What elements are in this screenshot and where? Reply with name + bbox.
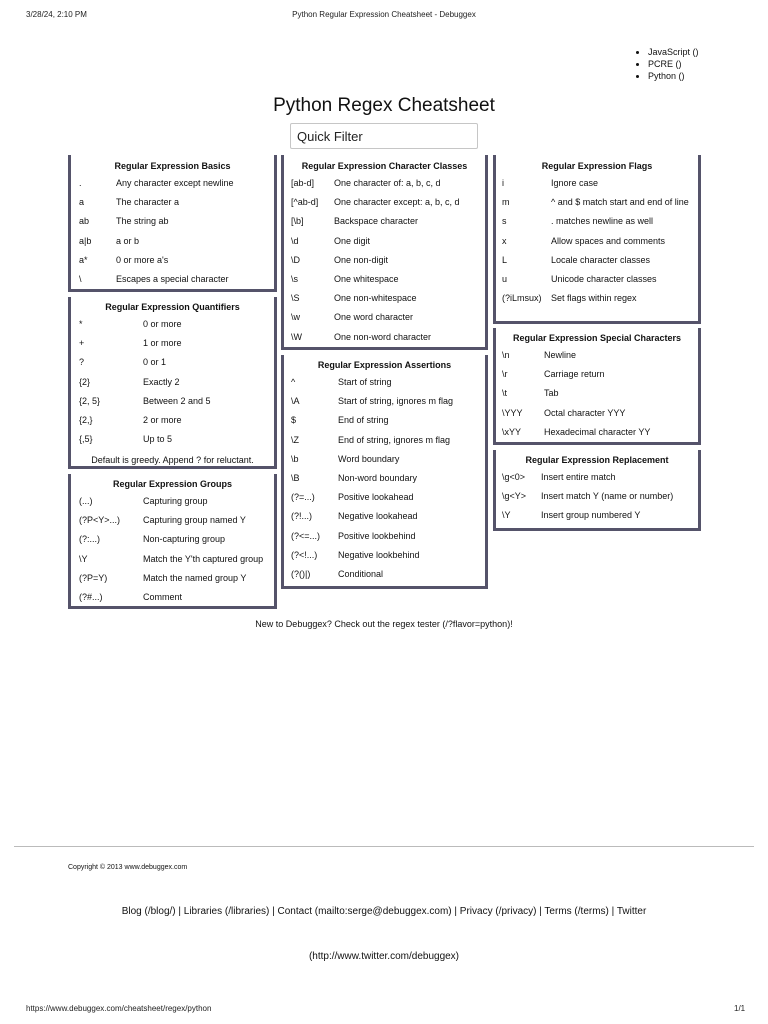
cheat-description: Capturing group named Y <box>143 515 246 526</box>
page-title: Python Regex Cheatsheet <box>273 95 495 116</box>
cheat-description: One non-word character <box>334 331 432 342</box>
copyright: Copyright © 2013 www.debuggex.com <box>68 864 188 871</box>
cheat-token: [\b] <box>291 216 304 227</box>
cheat-description: One digit <box>334 235 371 246</box>
cheat-row <box>496 491 698 510</box>
cheat-token: a|b <box>79 235 92 246</box>
cheat-row <box>284 178 485 197</box>
cheat-row <box>496 510 698 529</box>
cheat-description: Positive lookahead <box>338 492 414 503</box>
cheat-description: Negative lookbehind <box>338 549 420 560</box>
cheat-description: ^ and $ match start and end of line <box>551 197 689 208</box>
cheat-row <box>496 274 698 293</box>
cheat-row <box>284 531 485 550</box>
cheat-token: \Y <box>79 553 88 564</box>
cheat-row <box>284 473 485 492</box>
cheat-row <box>71 255 274 274</box>
cheat-row <box>284 492 485 511</box>
cheat-row <box>284 293 485 312</box>
cheat-row <box>284 569 485 588</box>
cheat-row <box>71 434 274 453</box>
cheat-description: One character of: a, b, c, d <box>334 178 441 188</box>
cheat-token: \g<0> <box>502 472 526 482</box>
cheat-row <box>284 550 485 569</box>
cheat-description: Capturing group <box>143 496 208 506</box>
cheat-description: One non-whitespace <box>334 293 417 304</box>
cheat-description: Any character except newline <box>116 178 234 188</box>
section-title: Regular Expression Quantifiers <box>105 302 240 312</box>
print-datetime: 3/28/24, 2:10 PM <box>26 10 87 19</box>
cheat-row <box>496 427 698 446</box>
cheat-description: Carriage return <box>544 369 605 380</box>
regex-tester-link[interactable]: New to Debuggex? Check out the regex tester (/?flavor=python)! <box>255 619 513 629</box>
cheat-row <box>71 197 274 216</box>
cheat-row <box>71 338 274 357</box>
flavor-link-javascript[interactable]: • JavaScript () <box>648 46 699 58</box>
cheat-row <box>496 293 698 312</box>
cheat-description: Negative lookahead <box>338 511 418 522</box>
cheat-row <box>71 178 274 197</box>
cheat-token: \t <box>502 388 508 399</box>
cheat-token: (?()|) <box>291 568 311 579</box>
cheat-row <box>71 377 274 396</box>
cheat-token: \w <box>291 312 300 323</box>
cheat-token: m <box>502 197 510 208</box>
cheat-token: \D <box>291 254 300 265</box>
section-character-classes <box>281 155 488 350</box>
cheat-description: Comment <box>143 591 183 602</box>
print-page-number: 1/1 <box>734 1004 746 1013</box>
cheat-token: {,5} <box>79 434 93 445</box>
cheat-description: End of string, ignores m flag <box>338 434 451 445</box>
cheat-description: Tab <box>544 388 559 399</box>
cheat-row <box>284 332 485 351</box>
cheat-description: 0 or more a's <box>116 254 169 265</box>
section-title: Regular Expression Assertions <box>317 360 452 370</box>
cheat-row <box>71 319 274 338</box>
footer-divider <box>14 846 754 847</box>
cheat-token: (?P=Y) <box>79 572 108 583</box>
cheat-description: Between 2 and 5 <box>143 395 211 406</box>
section-title: Regular Expression Replacement <box>525 455 669 465</box>
cheat-row <box>71 573 274 592</box>
cheat-row <box>496 408 698 427</box>
cheat-row <box>71 236 274 255</box>
cheat-description: One non-digit <box>334 254 389 265</box>
cheat-description: Ignore case <box>551 178 599 188</box>
cheat-row <box>496 472 698 491</box>
cheat-token: (?P<Y>...) <box>79 515 121 526</box>
cheat-token: \Z <box>291 434 299 445</box>
section-title: Regular Expression Groups <box>112 479 233 489</box>
cheat-description: One character except: a, b, c, d <box>334 197 460 208</box>
cheat-row <box>284 454 485 473</box>
cheat-row <box>71 274 274 293</box>
cheat-token: ? <box>79 357 85 368</box>
cheat-token: \B <box>291 472 300 483</box>
cheat-description: 0 or more <box>143 319 182 329</box>
cheat-description: Match the Y'th captured group <box>143 553 264 564</box>
cheat-description: Non-word boundary <box>338 472 418 483</box>
section-note: Default is greedy. Append ? for reluctant. <box>91 455 254 466</box>
cheat-row <box>284 312 485 331</box>
cheat-row <box>71 415 274 434</box>
cheat-row <box>71 396 274 415</box>
cheat-token: $ <box>291 415 297 426</box>
cheat-row <box>284 435 485 454</box>
cheat-description: Start of string, ignores m flag <box>338 396 454 407</box>
cheat-token: (?#...) <box>79 591 103 602</box>
section-basics <box>68 155 277 292</box>
cheat-description: Word boundary <box>338 453 400 464</box>
cheat-description: End of string <box>338 415 389 426</box>
section-special-characters <box>493 328 701 445</box>
footer-twitter-link[interactable]: (http://www.twitter.com/debuggex) <box>308 951 460 962</box>
cheat-token: a* <box>79 254 88 265</box>
cheat-description: One word character <box>334 312 414 323</box>
cheat-row <box>284 396 485 415</box>
cheat-token: u <box>502 273 508 284</box>
cheat-description: Allow spaces and comments <box>551 235 666 246</box>
section-title: Regular Expression Character Classes <box>301 161 468 171</box>
section-flags <box>493 155 701 324</box>
cheat-row <box>284 255 485 274</box>
cheat-description: The character a <box>116 197 180 208</box>
cheat-token: a <box>79 197 85 208</box>
cheat-row <box>71 357 274 376</box>
cheat-row <box>496 350 698 369</box>
cheat-row <box>496 197 698 216</box>
section-title: Regular Expression Special Characters <box>512 333 682 343</box>
cheat-description: a or b <box>116 235 140 246</box>
cheat-token: (?<=...) <box>291 530 321 541</box>
cheat-token: \S <box>291 293 300 304</box>
cheat-token: x <box>502 235 507 246</box>
footer-links[interactable]: Blog (/blog/) | Libraries (/libraries) | Contact (mailto:serge@debuggex.com) | Privacy (/privacy) | Terms (/terms) | Twitter <box>121 906 647 917</box>
cheat-description: Positive lookbehind <box>338 530 416 541</box>
cheat-row <box>284 197 485 216</box>
cheat-description: Octal character YYY <box>544 407 626 418</box>
cheat-token: (?iLmsux) <box>502 293 542 304</box>
cheat-token: . <box>79 178 82 188</box>
cheat-description: Insert match Y (name or number) <box>541 491 674 502</box>
cheat-token: (...) <box>79 496 93 506</box>
cheat-description: 1 or more <box>143 338 182 349</box>
section-title: Regular Expression Flags <box>541 161 653 171</box>
cheat-token: i <box>502 178 504 188</box>
cheat-row <box>284 274 485 293</box>
cheat-row <box>71 216 274 235</box>
flavor-list <box>636 46 699 82</box>
cheat-description: Escapes a special character <box>116 273 229 284</box>
cheat-description: Start of string <box>338 377 392 387</box>
cheat-description: Conditional <box>338 568 384 579</box>
cheat-token: (?!...) <box>291 511 313 522</box>
cheat-row <box>284 415 485 434</box>
cheat-token: \g<Y> <box>502 491 527 502</box>
cheat-row <box>71 496 274 515</box>
cheat-token: \b <box>291 453 299 464</box>
cheat-row <box>71 515 274 534</box>
cheat-token: s <box>502 216 507 227</box>
section-quantifiers <box>68 297 277 469</box>
cheat-token: ab <box>79 216 90 227</box>
cheat-row <box>71 592 274 611</box>
cheat-description: 0 or 1 <box>143 357 167 368</box>
cheat-description: Exactly 2 <box>143 376 180 387</box>
cheat-token: (?:...) <box>79 534 101 545</box>
cheat-description: The string ab <box>116 216 169 227</box>
cheat-token: {2,} <box>79 414 93 425</box>
cheat-description: One whitespace <box>334 273 399 284</box>
cheat-row <box>284 236 485 255</box>
flavor-link-python[interactable]: • Python () <box>648 70 699 82</box>
cheat-row <box>496 369 698 388</box>
cheat-token: [^ab-d] <box>291 197 319 208</box>
cheat-token: \W <box>291 331 302 342</box>
cheat-row <box>71 554 274 573</box>
section-title: Regular Expression Basics <box>114 161 231 171</box>
cheat-row <box>496 236 698 255</box>
cheat-description: Match the named group Y <box>143 572 247 583</box>
section-replacement <box>493 450 701 531</box>
cheat-token: \A <box>291 396 300 407</box>
cheat-token: * <box>79 319 83 329</box>
cheat-row <box>284 377 485 396</box>
cheat-token: \r <box>502 369 508 380</box>
cheat-row <box>71 534 274 553</box>
cheat-description: Locale character classes <box>551 254 651 265</box>
quick-filter-input[interactable] <box>290 123 478 149</box>
cheat-token: ^ <box>291 377 296 387</box>
cheat-token: \n <box>502 350 510 360</box>
cheat-token: [ab-d] <box>291 178 315 188</box>
cheat-row <box>496 216 698 235</box>
flavor-link-pcre[interactable]: • PCRE () <box>648 58 699 70</box>
cheat-row <box>284 216 485 235</box>
cheat-token: + <box>79 338 85 349</box>
cheat-row <box>496 178 698 197</box>
cheat-description: Unicode character classes <box>551 273 657 284</box>
cheat-token: \YYY <box>502 407 523 418</box>
cheat-description: . matches newline as well <box>551 216 654 227</box>
cheat-description: Non-capturing group <box>143 534 226 545</box>
cheat-token: \s <box>291 273 299 284</box>
cheat-token: \ <box>79 273 82 284</box>
section-groups <box>68 474 277 609</box>
cheat-token: (?<!...) <box>291 549 318 560</box>
cheat-description: Set flags within regex <box>551 293 637 304</box>
cheat-token: {2} <box>79 376 91 387</box>
cheat-token: \xYY <box>502 426 522 437</box>
cheat-row <box>496 255 698 274</box>
print-url: https://www.debuggex.com/cheatsheet/regex/python <box>26 1004 212 1013</box>
cheat-description: Up to 5 <box>143 434 173 445</box>
cheat-row <box>284 511 485 530</box>
cheat-row <box>496 388 698 407</box>
cheat-description: Hexadecimal character YY <box>544 426 651 437</box>
print-doc-title: Python Regular Expression Cheatsheet - Debuggex <box>292 10 476 19</box>
cheat-token: \d <box>291 235 299 246</box>
section-assertions <box>281 355 488 589</box>
cheat-description: Backspace character <box>334 216 419 227</box>
cheat-description: Insert entire match <box>541 472 616 482</box>
cheat-token: L <box>502 254 508 265</box>
cheat-token: (?=...) <box>291 492 315 503</box>
cheat-token: \Y <box>502 510 511 521</box>
cheat-description: Insert group numbered Y <box>541 510 641 521</box>
cheat-token: {2, 5} <box>79 395 101 406</box>
cheat-description: Newline <box>544 350 577 360</box>
cheat-description: 2 or more <box>143 414 182 425</box>
